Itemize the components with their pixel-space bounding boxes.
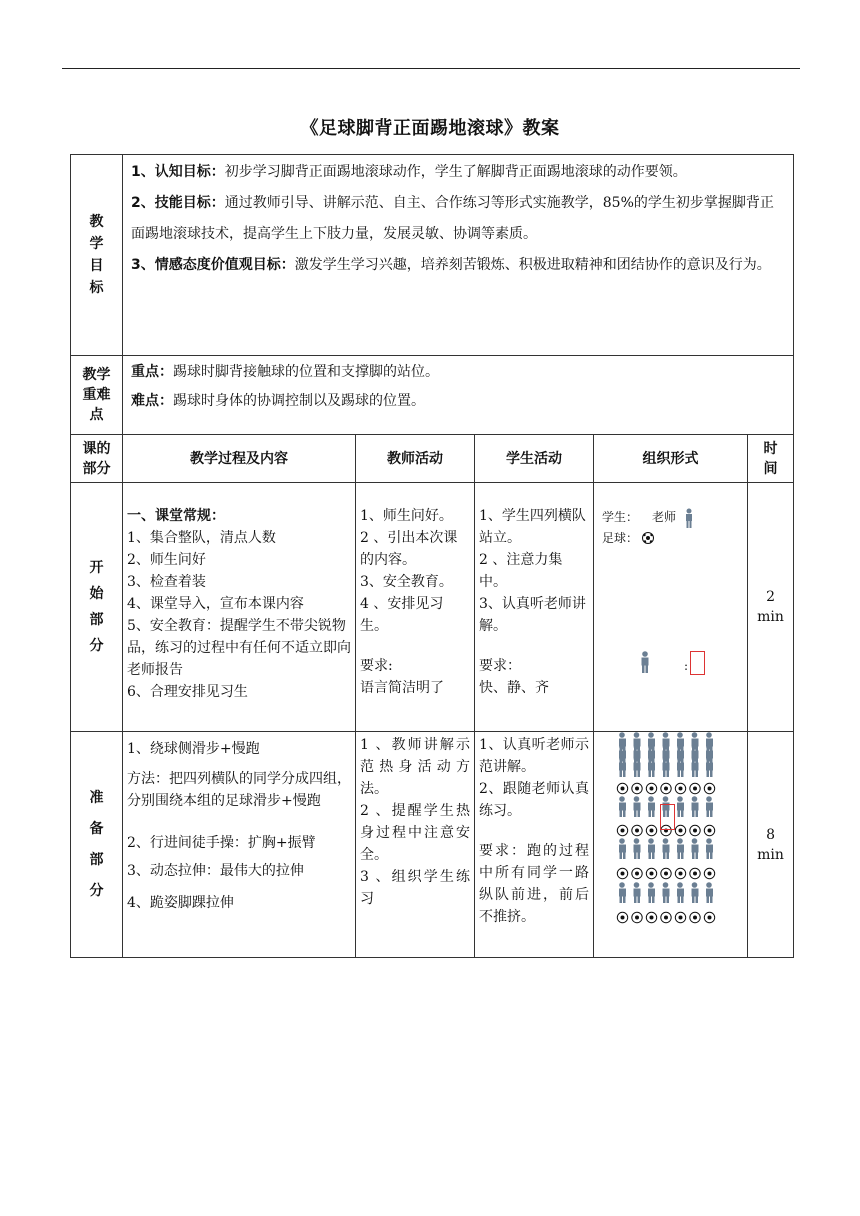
list-item: 3、检查着装 [127,574,206,590]
list-item: 3、安全教育。 [360,574,453,590]
header-student: 学生活动 [475,435,594,483]
soccer-ball-icon [646,912,656,922]
highlight-box [690,651,705,675]
warmup-process [123,732,356,958]
student-figure-icon [619,838,626,859]
student-figure-icon [692,838,699,859]
goals-row [71,155,794,356]
list-item: 语言简洁明了 [360,680,444,696]
student-figure-icon [648,796,655,817]
list-item: 4、跪姿脚踝拉伸 [127,895,234,911]
soccer-ball-icon [690,825,700,835]
list-item: 5、安全教育：提醒学生不带尖锐物品，练习的过程中有任何不适立即向老师报告 [127,618,351,678]
student-figure-icon [663,732,670,753]
student-figure-icon [677,796,684,817]
soccer-ball-icon [617,868,627,878]
soccer-ball-icon [617,912,627,922]
soccer-ball-icon [642,532,654,544]
diagram-colon: : [684,659,689,673]
formation-diagram [594,718,746,944]
student-figure-icon [706,838,713,859]
student-figure-icon [677,838,684,859]
soccer-ball-icon [646,825,656,835]
difficult-point: 难点：踢球时身体的协调控制以及踢球的位置。 [131,393,425,409]
header-row [71,435,794,483]
warmup-org-diagram [594,732,748,958]
goal-affective: 3、情感态度价值观目标：激发学生学习兴趣，培养刻苦锻炼、积极进取精神和团结协作的意识及行为。 [131,257,771,273]
student-figure-icon [619,796,626,817]
goals-label: 教 学 目 标 [71,155,123,356]
warmup-teacher [356,732,475,958]
student-figure-icon [706,732,713,753]
student-figure-icon [663,838,670,859]
list-item [479,822,589,840]
list-item: 要求: [360,658,393,674]
list-item: 2 、注意力集中。 [479,552,563,590]
list-item: 3、动态拉伸：最伟大的拉伸 [127,863,304,879]
student-figure-icon [648,882,655,903]
list-item: 3、认真听老师讲解。 [479,596,586,634]
teacher-figure-icon [640,651,650,673]
soccer-ball-icon [661,868,671,878]
header-process: 教学过程及内容 [123,435,356,483]
list-item: 1、师生问好。 [360,508,453,524]
list-item: 要求： [479,658,521,674]
soccer-ball-icon [646,783,656,793]
list-item: 4、课堂导入，宣布本课内容 [127,596,304,612]
teacher-figure-icon [684,508,694,528]
goal-skill: 2、技能目标：通过教师引导、讲解示范、自主、合作练习等形式实施教学，85%的学生初步掌握脚背正面踢地滚球技术，提高学生上下肢力量，发展灵敏、协调等素质。 [131,195,774,242]
soccer-ball-icon [661,912,671,922]
student-figure-icon [634,838,641,859]
start-section-label: 开 始 部 分 [71,483,123,732]
header-part: 课的 部分 [71,435,123,483]
student-figure-icon [692,882,699,903]
list-item: 1、学生四列横队站立。 [479,508,586,546]
list-item: 2、行进间徒手操：扩胸+振臂 [127,835,316,851]
legend-ball-label: 足球： [602,530,639,545]
warmup-time: 8 min [748,732,794,958]
list-item: 4 、安排见习生。 [360,596,444,634]
soccer-ball-icon [704,912,714,922]
start-student [475,483,594,732]
soccer-ball-icon [675,912,685,922]
student-figure-icon [619,882,626,903]
list-item [360,637,470,655]
list-item: 方法：把四列横队的同学分成四组，分别围绕本组的足球滑步+慢跑 [127,771,351,809]
keypoints-row [71,356,794,435]
list-item: 1、认真听老师示范讲解。 [479,737,589,775]
student-figure-icon [634,882,641,903]
student-figure-icon [648,732,655,753]
goals-content [123,155,794,356]
soccer-ball-icon [675,868,685,878]
start-process [123,483,356,732]
list-item: 2 、引出本次课的内容。 [360,530,458,568]
list-item: 1、绕球侧滑步+慢跑 [127,741,260,757]
list-item: 快、静、齐 [479,680,549,696]
keypoints-content [123,356,794,435]
list-item: 2、师生问好 [127,552,206,568]
keypoints-label: 教学 重难 点 [71,356,123,435]
student-figure-icon [677,732,684,753]
list-item [479,637,589,655]
soccer-ball-icon [632,825,642,835]
soccer-ball-icon [690,783,700,793]
student-figure-icon [706,882,713,903]
legend-teacher-label: 老师 [652,510,677,524]
list-item: 3 、组织学生练习 [360,869,470,907]
page-title: 《足球脚背正面踢地滚球》教案 [300,118,560,139]
highlight-box [660,804,675,830]
student-figure-icon [663,882,670,903]
soccer-ball-icon [632,868,642,878]
start-time: 2 min [748,483,794,732]
soccer-ball-icon [617,783,627,793]
list-item: 2 、提醒学生热身过程中注意安全。 [360,803,470,863]
header-org: 组织形式 [594,435,748,483]
student-figure-icon [706,796,713,817]
soccer-ball-icon [646,868,656,878]
soccer-ball-icon [690,912,700,922]
start-section-row [71,483,794,732]
soccer-ball-icon [632,912,642,922]
student-figure-icon [692,796,699,817]
student-figure-icon [634,732,641,753]
soccer-ball-icon [704,825,714,835]
legend-student-label: 学生： [602,510,639,524]
list-item: 1、集合整队，清点人数 [127,530,276,546]
warmup-student [475,732,594,958]
list-item: 2、跟随老师认真练习。 [479,781,589,819]
student-figure-icon [692,732,699,753]
list-item: 要求：跑的过程中所有同学一路纵队前进，前后不推挤。 [479,843,589,925]
soccer-ball-icon [675,825,685,835]
start-teacher [356,483,475,732]
student-figure-icon [648,838,655,859]
header-time: 时 间 [748,435,794,483]
header-teacher: 教师活动 [356,435,475,483]
warmup-section-row [71,732,794,958]
soccer-ball-icon [690,868,700,878]
student-figure-icon [634,796,641,817]
list-item: 一、课堂常规： [127,508,225,524]
soccer-ball-icon [632,783,642,793]
list-item: 6、合理安排见习生 [127,684,248,700]
soccer-ball-icon [704,783,714,793]
soccer-ball-icon [704,868,714,878]
list-item: 1 、教师讲解示范热身活动方法。 [360,737,470,797]
soccer-ball-icon [661,783,671,793]
student-figure-icon [619,732,626,753]
soccer-ball-icon [675,783,685,793]
warmup-section-label: 准 备 部 分 [71,732,123,958]
goal-cognitive: 1、认知目标：初步学习脚背正面踢地滚球动作，学生了解脚背正面踢地滚球的动作要领。 [131,164,687,180]
lesson-plan-table [70,154,794,958]
soccer-ball-icon [617,825,627,835]
student-figure-icon [677,882,684,903]
key-point: 重点：踢球时脚背接触球的位置和支撑脚的站位。 [131,364,439,380]
start-org-diagram [594,483,748,732]
header-rule [62,68,800,69]
